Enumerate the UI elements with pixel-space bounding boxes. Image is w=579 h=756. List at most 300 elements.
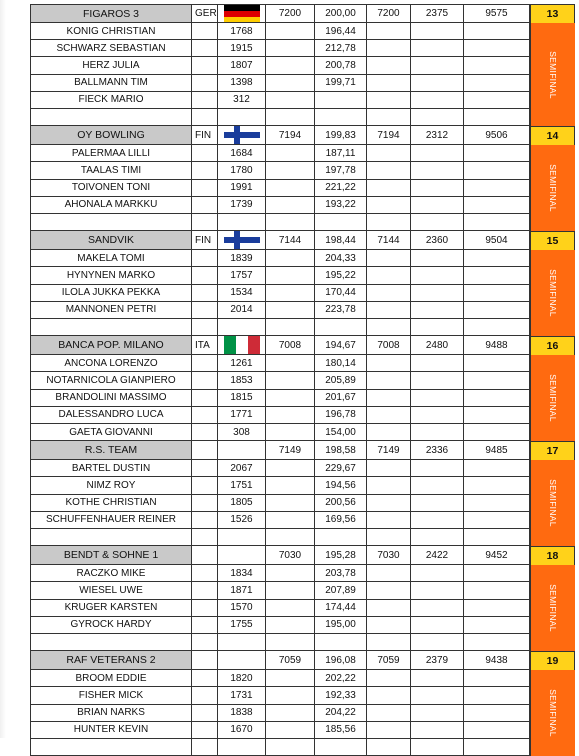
player-empty-b [411, 197, 464, 214]
player-average: 229,67 [315, 460, 367, 477]
player-country [192, 162, 218, 179]
player-average: 197,78 [315, 162, 367, 179]
player-empty-c [464, 600, 530, 617]
rank-badge: 15 [530, 231, 575, 251]
player-empty-b [411, 424, 464, 441]
player-empty-c [464, 495, 530, 512]
team-name: OY BOWLING [30, 126, 192, 145]
player-empty [266, 390, 315, 407]
team-total: 7008 [266, 336, 315, 355]
team-average: 195,28 [315, 546, 367, 565]
player-average: 187,11 [315, 145, 367, 162]
player-empty-c [464, 617, 530, 634]
spacer-cell [411, 109, 464, 126]
player-average: 169,56 [315, 512, 367, 529]
player-empty [266, 460, 315, 477]
spacer-row [30, 634, 530, 651]
player-name: SCHUFFENHAUER REINER [30, 512, 192, 529]
player-empty-b [411, 600, 464, 617]
player-pins: 1534 [218, 285, 266, 302]
player-average: 195,22 [315, 267, 367, 284]
spacer-cell [266, 739, 315, 756]
player-empty-c [464, 197, 530, 214]
player-average: 154,00 [315, 424, 367, 441]
team-country [192, 546, 218, 565]
semifinal-label: SEMIFINAL [548, 164, 558, 212]
team-name: BANCA POP. MILANO [30, 336, 192, 355]
team-value-c: 9575 [464, 4, 530, 23]
player-empty-c [464, 92, 530, 109]
player-empty [266, 145, 315, 162]
ita-flag-icon [224, 336, 260, 355]
spacer-cell [192, 109, 218, 126]
player-empty [266, 23, 315, 40]
team-value-b: 2422 [411, 546, 464, 565]
player-empty-b [411, 512, 464, 529]
player-empty-c [464, 75, 530, 92]
semifinal-label: SEMIFINAL [548, 479, 558, 527]
player-empty-a [367, 477, 411, 494]
player-average: 223,78 [315, 302, 367, 319]
player-empty-b [411, 407, 464, 424]
player-empty-a [367, 355, 411, 372]
team-value-c: 9488 [464, 336, 530, 355]
spacer-cell [218, 739, 266, 756]
player-country [192, 355, 218, 372]
player-row [30, 372, 530, 389]
player-average: 203,78 [315, 565, 367, 582]
player-pins: 1839 [218, 250, 266, 267]
team-value-a: 7200 [367, 4, 411, 23]
player-name: BRIAN NARKS [30, 705, 192, 722]
team-value-c: 9485 [464, 441, 530, 460]
player-empty-a [367, 267, 411, 284]
player-empty-b [411, 477, 464, 494]
semifinal-band [530, 355, 575, 441]
team-total: 7144 [266, 231, 315, 250]
rank-badge: 14 [530, 126, 575, 146]
player-row [30, 512, 530, 529]
player-average: 202,22 [315, 670, 367, 687]
player-pins: 1739 [218, 197, 266, 214]
spacer-cell [464, 109, 530, 126]
player-pins: 1757 [218, 267, 266, 284]
player-empty-b [411, 355, 464, 372]
player-average: 205,89 [315, 372, 367, 389]
player-average: 193,22 [315, 197, 367, 214]
player-name: HUNTER KEVIN [30, 722, 192, 739]
player-empty-a [367, 75, 411, 92]
team-value-b: 2312 [411, 126, 464, 145]
player-name: KOTHE CHRISTIAN [30, 495, 192, 512]
player-empty-c [464, 670, 530, 687]
player-pins: 1670 [218, 722, 266, 739]
team-total: 7030 [266, 546, 315, 565]
player-row [30, 460, 530, 477]
player-empty-a [367, 687, 411, 704]
team-average: 194,67 [315, 336, 367, 355]
team-value-c: 9504 [464, 231, 530, 250]
player-empty-c [464, 40, 530, 57]
player-empty-a [367, 250, 411, 267]
team-country: GER [192, 4, 218, 23]
player-empty-a [367, 285, 411, 302]
player-row [30, 687, 530, 704]
player-name: HYNYNEN MARKO [30, 267, 192, 284]
player-average: 200,56 [315, 495, 367, 512]
spacer-cell [218, 109, 266, 126]
player-empty-a [367, 722, 411, 739]
player-empty [266, 495, 315, 512]
spacer-cell [464, 214, 530, 231]
player-average: 185,56 [315, 722, 367, 739]
team-value-c: 9506 [464, 126, 530, 145]
player-country [192, 617, 218, 634]
player-row [30, 390, 530, 407]
player-row [30, 267, 530, 284]
spacer-row [30, 739, 530, 756]
player-empty-a [367, 302, 411, 319]
player-empty-b [411, 23, 464, 40]
player-country [192, 285, 218, 302]
team-header-row [30, 231, 530, 250]
team-value-b: 2375 [411, 4, 464, 23]
player-name: ANCONA LORENZO [30, 355, 192, 372]
player-average [315, 92, 367, 109]
player-pins: 1838 [218, 705, 266, 722]
team-total: 7194 [266, 126, 315, 145]
player-name: BROOM EDDIE [30, 670, 192, 687]
player-empty-b [411, 285, 464, 302]
player-empty-b [411, 390, 464, 407]
player-empty-a [367, 197, 411, 214]
player-name: TAALAS TIMI [30, 162, 192, 179]
player-empty-a [367, 512, 411, 529]
player-row [30, 582, 530, 599]
player-average: 180,14 [315, 355, 367, 372]
player-row [30, 197, 530, 214]
player-country [192, 40, 218, 57]
player-pins: 1815 [218, 390, 266, 407]
spacer-cell [367, 739, 411, 756]
spacer-cell [367, 214, 411, 231]
team-header-row [30, 441, 530, 460]
spacer-cell [30, 319, 192, 336]
player-name: BARTEL DUSTIN [30, 460, 192, 477]
team-total: 7149 [266, 441, 315, 460]
player-empty-c [464, 460, 530, 477]
team-value-c: 9452 [464, 546, 530, 565]
player-empty-a [367, 565, 411, 582]
team-flag-cell [218, 546, 266, 565]
team-header-row [30, 546, 530, 565]
player-country [192, 670, 218, 687]
spacer-cell [464, 529, 530, 546]
spacer-cell [30, 214, 192, 231]
player-row [30, 705, 530, 722]
player-country [192, 460, 218, 477]
player-average: 196,78 [315, 407, 367, 424]
spacer-cell [411, 529, 464, 546]
player-country [192, 180, 218, 197]
player-country [192, 687, 218, 704]
player-average: 200,78 [315, 57, 367, 74]
spacer-cell [266, 214, 315, 231]
spacer-cell [218, 529, 266, 546]
rank-badge: 19 [530, 651, 575, 671]
player-empty [266, 267, 315, 284]
spacer-cell [367, 109, 411, 126]
team-name: FIGAROS 3 [30, 4, 192, 23]
spacer-cell [315, 739, 367, 756]
player-empty [266, 477, 315, 494]
team-flag-cell [218, 336, 266, 355]
spacer-cell [464, 319, 530, 336]
rank-badge: 16 [530, 336, 575, 356]
player-empty-c [464, 407, 530, 424]
player-empty [266, 687, 315, 704]
player-average: 207,89 [315, 582, 367, 599]
player-empty [266, 40, 315, 57]
player-empty [266, 92, 315, 109]
player-empty-b [411, 267, 464, 284]
team-average: 196,08 [315, 651, 367, 670]
player-pins: 1731 [218, 687, 266, 704]
spacer-cell [192, 739, 218, 756]
player-row [30, 407, 530, 424]
player-pins: 1834 [218, 565, 266, 582]
player-name: SCHWARZ SEBASTIAN [30, 40, 192, 57]
player-row [30, 722, 530, 739]
team-header-row [30, 651, 530, 670]
player-row [30, 57, 530, 74]
player-country [192, 250, 218, 267]
spacer-cell [315, 214, 367, 231]
team-flag-cell [218, 651, 266, 670]
player-empty-c [464, 565, 530, 582]
rank-badge: 18 [530, 546, 575, 566]
player-name: RACZKO MIKE [30, 565, 192, 582]
player-empty-a [367, 617, 411, 634]
player-empty-c [464, 23, 530, 40]
team-flag-cell [218, 126, 266, 145]
player-name: AHONALA MARKKU [30, 197, 192, 214]
player-pins: 1768 [218, 23, 266, 40]
player-name: FIECK MARIO [30, 92, 192, 109]
player-pins: 1398 [218, 75, 266, 92]
spacer-cell [411, 739, 464, 756]
player-empty-b [411, 565, 464, 582]
team-average: 198,58 [315, 441, 367, 460]
spacer-cell [367, 319, 411, 336]
player-empty-c [464, 512, 530, 529]
player-name: MAKELA TOMI [30, 250, 192, 267]
player-average: 174,44 [315, 600, 367, 617]
player-row [30, 670, 530, 687]
player-pins: 1807 [218, 57, 266, 74]
player-country [192, 722, 218, 739]
player-row [30, 617, 530, 634]
player-empty-b [411, 250, 464, 267]
team-flag-cell [218, 231, 266, 250]
player-row [30, 75, 530, 92]
team-average: 200,00 [315, 4, 367, 23]
player-empty-a [367, 460, 411, 477]
spacer-cell [218, 319, 266, 336]
player-row [30, 145, 530, 162]
player-empty-a [367, 407, 411, 424]
player-empty-a [367, 670, 411, 687]
spacer-row [30, 319, 530, 336]
player-name: PALERMAA LILLI [30, 145, 192, 162]
player-name: KONIG CHRISTIAN [30, 23, 192, 40]
player-average: 201,67 [315, 390, 367, 407]
team-country [192, 651, 218, 670]
player-empty-a [367, 390, 411, 407]
spacer-cell [315, 634, 367, 651]
spacer-cell [266, 109, 315, 126]
player-empty [266, 302, 315, 319]
player-average: 192,33 [315, 687, 367, 704]
spacer-cell [192, 214, 218, 231]
player-empty-a [367, 92, 411, 109]
player-country [192, 372, 218, 389]
player-country [192, 477, 218, 494]
player-row [30, 285, 530, 302]
player-empty [266, 424, 315, 441]
team-value-a: 7008 [367, 336, 411, 355]
player-pins: 1771 [218, 407, 266, 424]
player-pins: 1991 [218, 180, 266, 197]
player-pins: 1570 [218, 600, 266, 617]
player-row [30, 302, 530, 319]
player-empty-c [464, 302, 530, 319]
spacer-cell [266, 529, 315, 546]
spacer-cell [411, 214, 464, 231]
player-empty [266, 197, 315, 214]
rank-badge: 17 [530, 441, 575, 461]
player-pins: 1853 [218, 372, 266, 389]
player-name: NOTARNICOLA GIANPIERO [30, 372, 192, 389]
player-empty-c [464, 180, 530, 197]
player-pins: 1780 [218, 162, 266, 179]
team-value-a: 7059 [367, 651, 411, 670]
player-empty-b [411, 75, 464, 92]
spacer-cell [266, 634, 315, 651]
player-country [192, 582, 218, 599]
player-empty-a [367, 145, 411, 162]
player-empty [266, 57, 315, 74]
semifinal-band [530, 23, 575, 126]
team-name: R.S. TEAM [30, 441, 192, 460]
semifinal-label: SEMIFINAL [548, 374, 558, 422]
player-empty-b [411, 617, 464, 634]
spacer-cell [367, 634, 411, 651]
semifinal-band [530, 460, 575, 546]
player-average: 204,33 [315, 250, 367, 267]
player-name: DALESSANDRO LUCA [30, 407, 192, 424]
team-value-b: 2360 [411, 231, 464, 250]
team-value-c: 9438 [464, 651, 530, 670]
player-empty-c [464, 390, 530, 407]
player-empty [266, 617, 315, 634]
team-value-a: 7144 [367, 231, 411, 250]
player-empty [266, 250, 315, 267]
player-empty-a [367, 40, 411, 57]
player-empty-b [411, 162, 464, 179]
player-country [192, 302, 218, 319]
player-empty [266, 285, 315, 302]
semifinal-band [530, 145, 575, 231]
team-country: FIN [192, 231, 218, 250]
player-pins: 1820 [218, 670, 266, 687]
player-country [192, 197, 218, 214]
team-average: 198,44 [315, 231, 367, 250]
player-average: 199,71 [315, 75, 367, 92]
player-empty [266, 180, 315, 197]
player-country [192, 145, 218, 162]
player-empty-a [367, 495, 411, 512]
player-empty [266, 162, 315, 179]
player-country [192, 495, 218, 512]
player-empty-c [464, 267, 530, 284]
player-country [192, 512, 218, 529]
player-average: 212,78 [315, 40, 367, 57]
player-empty-b [411, 40, 464, 57]
fin-flag-icon [224, 231, 260, 249]
semifinal-label: SEMIFINAL [548, 689, 558, 737]
player-name: BALLMANN TIM [30, 75, 192, 92]
player-row [30, 92, 530, 109]
player-empty [266, 75, 315, 92]
spacer-row [30, 529, 530, 546]
spacer-cell [192, 529, 218, 546]
team-average: 199,83 [315, 126, 367, 145]
player-row [30, 355, 530, 372]
player-average: 170,44 [315, 285, 367, 302]
player-row [30, 600, 530, 617]
player-country [192, 57, 218, 74]
team-country: ITA [192, 336, 218, 355]
player-empty-a [367, 424, 411, 441]
player-empty-b [411, 722, 464, 739]
player-row [30, 162, 530, 179]
player-empty-c [464, 145, 530, 162]
player-empty-c [464, 372, 530, 389]
page-edge [0, 0, 6, 738]
player-pins: 2067 [218, 460, 266, 477]
player-country [192, 92, 218, 109]
player-empty [266, 722, 315, 739]
player-pins: 308 [218, 424, 266, 441]
team-value-b: 2480 [411, 336, 464, 355]
player-pins: 2014 [218, 302, 266, 319]
spacer-cell [315, 319, 367, 336]
team-header-row [30, 4, 530, 23]
team-value-a: 7194 [367, 126, 411, 145]
semifinal-band [530, 250, 575, 336]
player-empty-c [464, 705, 530, 722]
player-row [30, 23, 530, 40]
team-total: 7200 [266, 4, 315, 23]
fin-flag-icon [224, 126, 260, 144]
player-pins: 1915 [218, 40, 266, 57]
player-empty-c [464, 355, 530, 372]
spacer-cell [192, 319, 218, 336]
semifinal-band [530, 565, 575, 651]
spacer-cell [30, 109, 192, 126]
player-row [30, 495, 530, 512]
